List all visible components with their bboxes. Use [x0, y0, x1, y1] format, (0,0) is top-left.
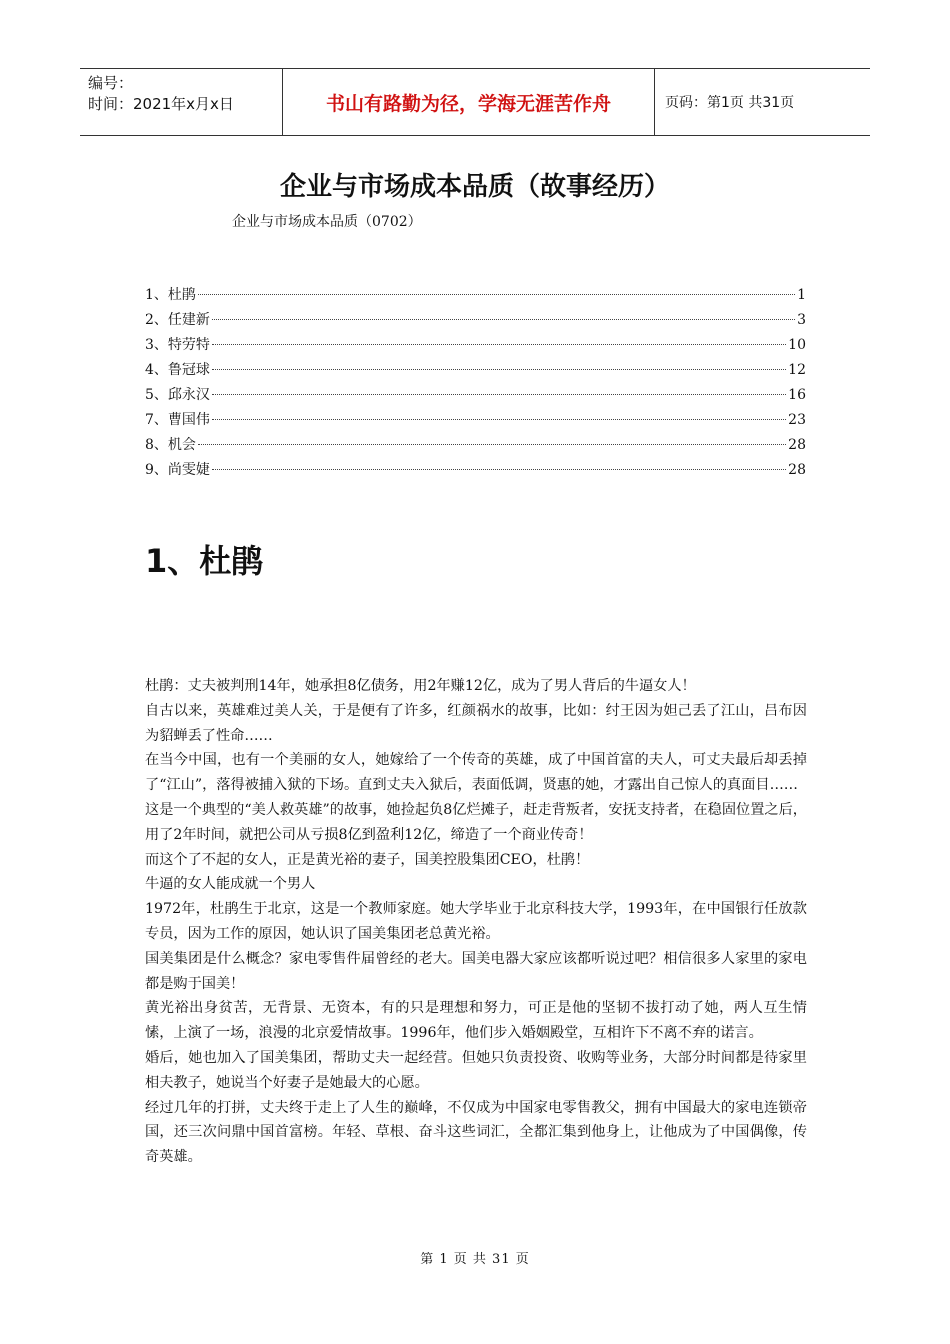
- toc-entry[interactable]: [145, 359, 806, 384]
- toc-entry-label: 9、尚雯婕: [145, 462, 210, 478]
- table-of-contents: [145, 284, 806, 484]
- body-paragraph: 1972年，杜鹃生于北京，这是一个教师家庭。她大学毕业于北京科技大学，1993年，在中国银行任放款专员，因为工作的原因，她认识了国美集团老总黄光裕。: [145, 901, 807, 942]
- body-paragraph: 国美集团是什么概念？家电零售件届曾经的老大。国美电器大家应该都听说过吧？相信很多人家里的家电都是购于国美！: [145, 950, 807, 992]
- toc-entry-label: 3、特劳特: [145, 337, 210, 353]
- body-paragraph: 自古以来，英雄难过美人关，于是便有了许多，红颜祸水的故事，比如：纣王因为妲己丢了江山，吕布因为貂蝉丢了性命……: [145, 702, 807, 744]
- toc-leader: [212, 469, 786, 470]
- toc-entry-label: 8、机会: [145, 437, 196, 453]
- document-subtitle: 企业与市场成本品质（0702）: [232, 214, 422, 230]
- toc-entry-label: 7、曹国伟: [145, 412, 210, 428]
- page-footer: 第 1 页 共 31 页: [420, 1252, 530, 1267]
- toc-leader: [212, 419, 786, 420]
- toc-entry[interactable]: [145, 409, 806, 434]
- toc-entry[interactable]: [145, 309, 806, 334]
- toc-entry-label: 2、任建新: [145, 312, 210, 328]
- section-heading: 1、杜鹃: [145, 542, 264, 580]
- body-paragraph: 这是一个典型的“美人救英雄”的故事，她捡起负8亿烂摊子，赶走背叛者，安抚支持者，在稳固位置之后，用了2年时间，就把公司从亏损8亿到盈利12亿，缔造了一个商业传奇！: [145, 801, 807, 843]
- toc-entry-page: 28: [788, 437, 806, 453]
- header-page-info: 页码：第1页 共31页: [665, 95, 795, 111]
- toc-leader: [198, 294, 795, 295]
- toc-entry-page: 3: [797, 312, 806, 328]
- header-time: 时间：2021年x月x日: [88, 95, 234, 113]
- toc-leader: [212, 394, 786, 395]
- toc-entry[interactable]: [145, 334, 806, 359]
- toc-entry[interactable]: [145, 284, 806, 309]
- toc-entry[interactable]: [145, 384, 806, 409]
- header-motto: 书山有路勤为径，学海无涯苦作舟: [282, 69, 655, 135]
- header-number: 编号：: [88, 74, 134, 92]
- toc-entry[interactable]: [145, 434, 806, 459]
- document-title: 企业与市场成本品质（故事经历）: [279, 172, 670, 202]
- page-header: [80, 68, 870, 136]
- toc-entry-label: 5、邱永汉: [145, 387, 210, 403]
- body-paragraph: 婚后，她也加入了国美集团，帮助丈夫一起经营。但她只负责投资、收购等业务，大部分时间都是待家里相夫教子，她说当个好妻子是她最大的心愿。: [145, 1049, 807, 1091]
- body-paragraph: 在当今中国，也有一个美丽的女人，她嫁给了一个传奇的英雄，成了中国首富的夫人，可丈夫最后却丢掉了“江山”，落得被捕入狱的下场。直到丈夫入狱后，表面低调，贤惠的她，才露出自己惊人的真面目……: [145, 752, 807, 794]
- toc-entry[interactable]: [145, 459, 806, 484]
- body-paragraph: 而这个了不起的女人，正是黄光裕的妻子，国美控股集团CEO，杜鹃！: [145, 851, 590, 868]
- toc-entry-page: 28: [788, 462, 806, 478]
- section-body: [145, 674, 807, 1170]
- toc-leader: [212, 344, 786, 345]
- toc-entry-page: 16: [788, 387, 806, 403]
- toc-leader: [212, 369, 786, 370]
- toc-entry-label: 4、鲁冠球: [145, 362, 210, 378]
- body-paragraph: 牛逼的女人能成就一个男人: [145, 876, 316, 893]
- body-paragraph: 黄光裕出身贫苦，无背景、无资本，有的只是理想和努力，可正是他的坚韧不拔打动了她，两人互生情愫，上演了一场，浪漫的北京爱情故事。1996年，他们步入婚姻殿堂，互相许下不离不弃的诺言。: [145, 1000, 807, 1042]
- toc-entry-page: 10: [788, 337, 806, 353]
- toc-entry-page: 12: [788, 362, 806, 378]
- body-paragraph: 杜鹃：丈夫被判刑14年，她承担8亿债务，用2年赚12亿，成为了男人背后的牛逼女人！: [145, 678, 696, 694]
- header-meta: [80, 69, 282, 135]
- toc-entry-page: 1: [797, 287, 806, 303]
- toc-leader: [198, 444, 786, 445]
- body-paragraph: 经过几年的打拼，丈夫终于走上了人生的巅峰，不仅成为中国家电零售教父，拥有中国最大的家电连锁帝国，还三次问鼎中国首富榜。年轻、草根、奋斗这些词汇，全都汇集到他身上，让他成为了中国偶像，传奇英雄。: [145, 1099, 807, 1166]
- toc-entry-label: 1、杜鹃: [145, 287, 196, 303]
- toc-entry-page: 23: [788, 412, 806, 428]
- toc-leader: [212, 319, 795, 320]
